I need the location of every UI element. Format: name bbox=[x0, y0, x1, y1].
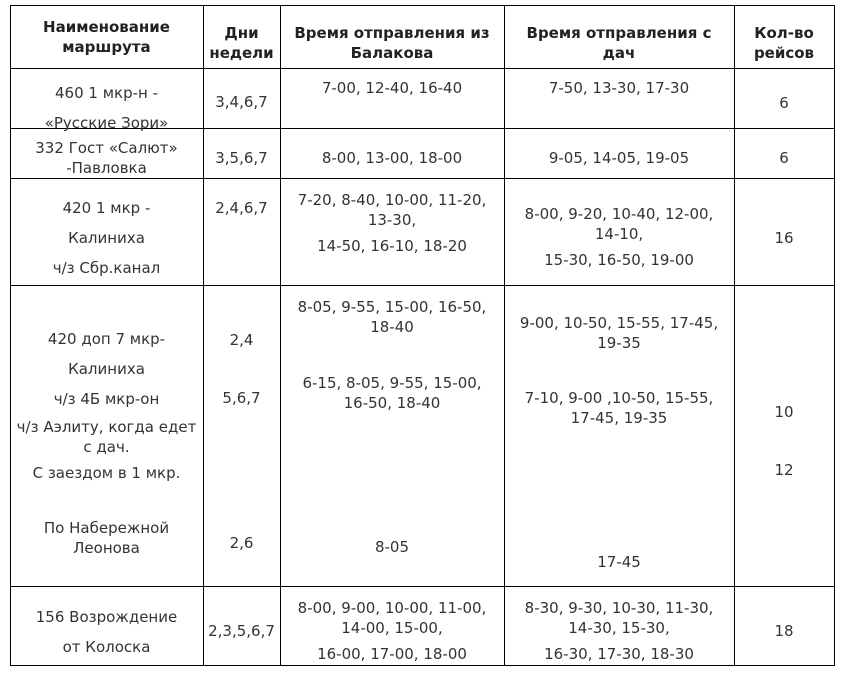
cell-text: 332 Гост «Салют» bbox=[35, 139, 178, 157]
return-time-cell bbox=[504, 204, 734, 270]
return-time-cell bbox=[504, 148, 734, 168]
cell-text: Леонова bbox=[73, 539, 140, 557]
depart-time-cell bbox=[280, 78, 504, 98]
days-cell bbox=[203, 148, 280, 168]
table-border bbox=[10, 285, 835, 286]
cell-text: 460 1 мкр-н - bbox=[54, 84, 158, 102]
cell-text: 5,6,7 bbox=[222, 389, 261, 407]
header-text: Балакова bbox=[350, 44, 434, 62]
cell-text: 16-30, 17-30, 18-30 bbox=[544, 645, 694, 663]
days-cell bbox=[203, 92, 280, 112]
header-route-name bbox=[10, 17, 203, 57]
table-border bbox=[10, 68, 835, 69]
header-text: Время отправления из bbox=[294, 24, 490, 42]
depart-time-cell bbox=[280, 537, 504, 557]
cell-text: 14-00, 15-00, bbox=[341, 619, 443, 637]
cell-text: «Русские Зори» bbox=[44, 114, 169, 132]
days-cell bbox=[203, 621, 280, 641]
header-text: Кол-во bbox=[754, 24, 814, 42]
return-time-cell bbox=[504, 313, 734, 353]
cell-text: 16-50, 18-40 bbox=[343, 394, 441, 412]
table-border bbox=[10, 5, 835, 6]
cell-text: 15-30, 16-50, 19-00 bbox=[544, 251, 694, 269]
header-text: дач bbox=[602, 44, 636, 62]
cell-text: 420 доп 7 мкр- bbox=[47, 330, 166, 348]
header-days bbox=[203, 23, 280, 63]
cell-text: 2,3,5,6,7 bbox=[208, 622, 275, 640]
header-return-time bbox=[504, 23, 734, 63]
cell-text: 9-00, 10-50, 15-55, 17-45, bbox=[519, 314, 719, 332]
header-text: Время отправления с bbox=[526, 24, 712, 42]
cell-text: 7-50, 13-30, 17-30 bbox=[548, 79, 690, 97]
cell-text: 6 bbox=[779, 149, 789, 167]
cell-text: По Набережной bbox=[43, 519, 170, 537]
cell-text: 8-00, 9-00, 10-00, 11-00, bbox=[297, 599, 487, 617]
header-depart-time bbox=[280, 23, 504, 63]
route-name-cell bbox=[10, 602, 203, 662]
trips-cell bbox=[734, 402, 834, 422]
cell-text: 14-50, 16-10, 18-20 bbox=[317, 237, 467, 255]
route-name-cell bbox=[10, 325, 203, 487]
cell-text: 19-35 bbox=[597, 334, 641, 352]
cell-text: 3,4,6,7 bbox=[215, 93, 268, 111]
depart-time-cell bbox=[280, 190, 504, 256]
days-cell bbox=[203, 388, 280, 408]
depart-time-cell bbox=[280, 373, 504, 413]
trips-cell bbox=[734, 228, 834, 248]
header-text: Дни bbox=[224, 24, 259, 42]
cell-text: ч/з Сбр.канал bbox=[52, 259, 161, 277]
cell-text: 7-00, 12-40, 16-40 bbox=[321, 79, 463, 97]
cell-text: ч/з Аэлиту, когда едет bbox=[16, 418, 197, 436]
return-time-cell bbox=[504, 78, 734, 98]
route-name-cell bbox=[10, 193, 203, 283]
cell-text: 14-30, 15-30, bbox=[568, 619, 670, 637]
trips-cell bbox=[734, 460, 834, 480]
trips-cell bbox=[734, 621, 834, 641]
cell-text: 13-30, bbox=[367, 211, 417, 229]
route-name-cell bbox=[10, 518, 203, 558]
cell-text: 7-10, 9-00 ,10-50, 15-55, bbox=[524, 389, 714, 407]
return-time-cell bbox=[504, 388, 734, 428]
cell-text: 14-10, bbox=[594, 225, 644, 243]
days-cell bbox=[203, 198, 280, 218]
cell-text: 2,6 bbox=[229, 534, 254, 552]
cell-text: 9-05, 14-05, 19-05 bbox=[548, 149, 690, 167]
depart-time-cell bbox=[280, 297, 504, 337]
cell-text: 8-30, 9-30, 10-30, 11-30, bbox=[524, 599, 714, 617]
cell-text: Калиниха bbox=[68, 229, 145, 247]
cell-text: 2,4 bbox=[229, 331, 254, 349]
cell-text: ч/з 4Б мкр-он bbox=[53, 390, 160, 408]
cell-text: С заездом в 1 мкр. bbox=[32, 464, 181, 482]
cell-text: 8-00, 9-20, 10-40, 12-00, bbox=[524, 205, 714, 223]
route-name-cell bbox=[10, 138, 203, 178]
days-cell bbox=[203, 533, 280, 553]
cell-text: 12 bbox=[774, 461, 794, 479]
cell-text: 6-15, 8-05, 9-55, 15-00, bbox=[302, 374, 482, 392]
cell-text: 17-45, 19-35 bbox=[570, 409, 668, 427]
cell-text: 6 bbox=[779, 94, 789, 112]
trips-cell bbox=[734, 93, 834, 113]
cell-text: 17-45 bbox=[597, 553, 641, 571]
cell-text: 2,4,6,7 bbox=[215, 199, 268, 217]
return-time-cell bbox=[504, 552, 734, 572]
cell-text: 18 bbox=[774, 622, 794, 640]
cell-text: 8-05 bbox=[374, 538, 410, 556]
cell-text: 8-00, 13-00, 18-00 bbox=[321, 149, 463, 167]
route-name-cell bbox=[10, 78, 203, 138]
table-border bbox=[10, 178, 835, 179]
cell-text: 8-05, 9-55, 15-00, 16-50, bbox=[297, 298, 487, 316]
cell-text: Калиниха bbox=[68, 360, 145, 378]
depart-time-cell bbox=[280, 148, 504, 168]
return-time-cell bbox=[504, 598, 734, 664]
cell-text: с дач. bbox=[83, 438, 130, 456]
header-trips bbox=[734, 23, 834, 63]
table-border bbox=[10, 586, 835, 587]
trips-cell bbox=[734, 148, 834, 168]
table-border bbox=[10, 665, 835, 666]
cell-text: 10 bbox=[774, 403, 794, 421]
header-text: недели bbox=[209, 44, 274, 62]
cell-text: 16-00, 17-00, 18-00 bbox=[317, 645, 467, 663]
cell-text: 156 Возрождение bbox=[35, 608, 178, 626]
header-text: маршрута bbox=[62, 38, 151, 56]
header-text: рейсов bbox=[753, 44, 815, 62]
depart-time-cell bbox=[280, 598, 504, 664]
table-border bbox=[834, 5, 835, 666]
header-text: Наименование bbox=[43, 18, 170, 36]
cell-text: 7-20, 8-40, 10-00, 11-20, bbox=[297, 191, 487, 209]
cell-text: -Павловка bbox=[66, 159, 147, 177]
cell-text: 3,5,6,7 bbox=[215, 149, 268, 167]
cell-text: 18-40 bbox=[370, 318, 414, 336]
cell-text: 16 bbox=[774, 229, 794, 247]
cell-text: от Колоска bbox=[62, 638, 151, 656]
days-cell bbox=[203, 330, 280, 350]
cell-text: 420 1 мкр - bbox=[62, 199, 151, 217]
